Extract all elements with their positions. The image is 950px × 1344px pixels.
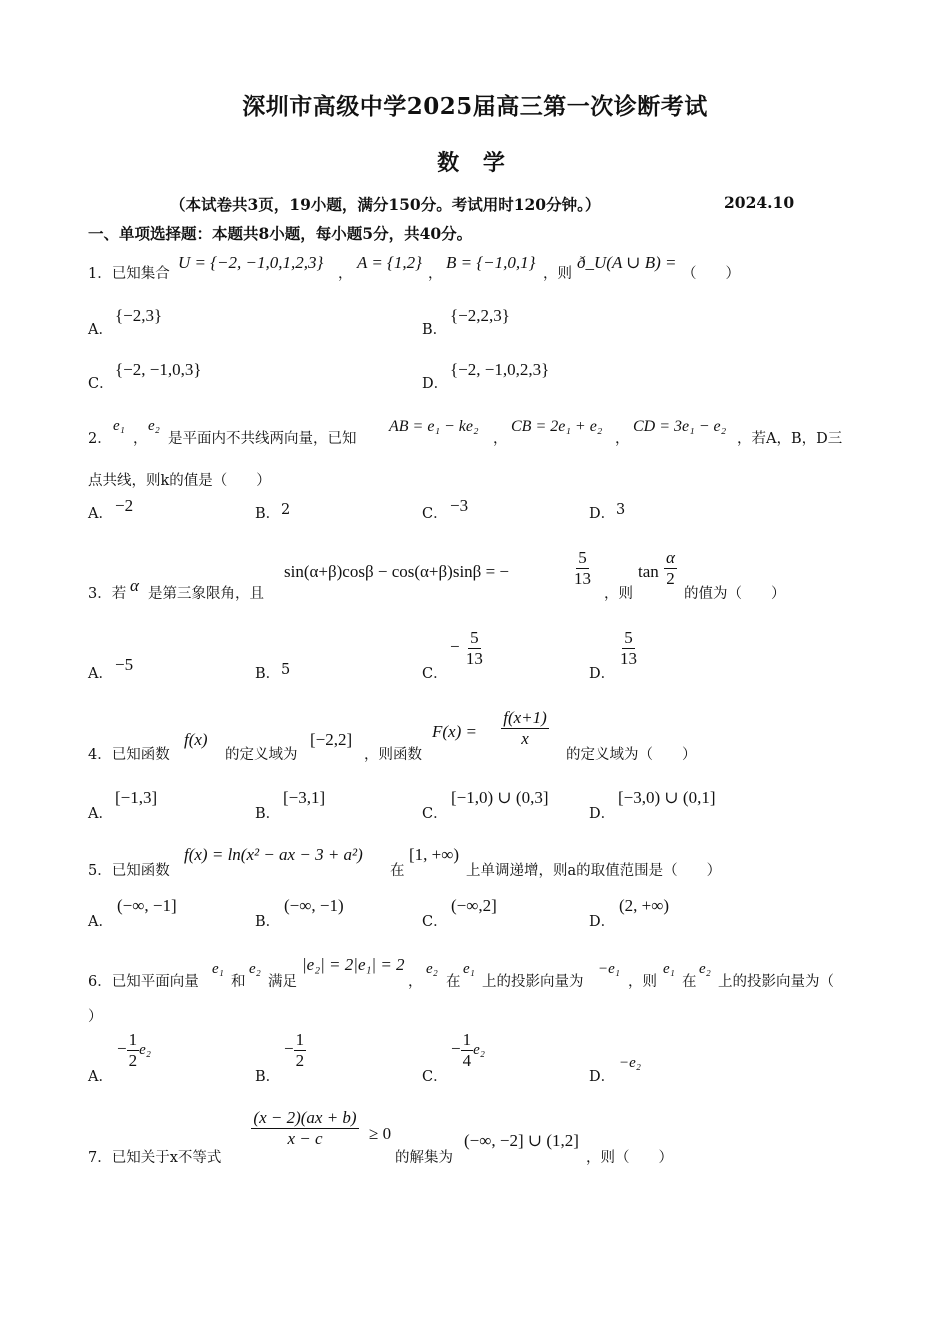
math-e1: e₁ xyxy=(212,961,224,977)
option-label: C． xyxy=(422,1069,448,1085)
option-b-value xyxy=(284,1030,306,1070)
math-e1: e₁ xyxy=(663,961,675,977)
option-b-value: 2 xyxy=(281,502,291,518)
fraction-numerator: α xyxy=(666,548,675,567)
question-text: 的解集为 xyxy=(395,1150,453,1166)
separator: ， xyxy=(615,431,630,447)
option-b-value: (−∞, −1) xyxy=(284,896,344,915)
fraction-numerator: 1 xyxy=(462,1030,472,1049)
math-e2: e₂ xyxy=(148,418,160,434)
question-text: 已知函数 xyxy=(111,863,170,879)
separator: ， xyxy=(493,431,508,447)
question-5-lead xyxy=(88,859,170,880)
math-e2: e₂ xyxy=(249,961,261,977)
question-4-lead xyxy=(88,743,170,764)
option-label: D． xyxy=(589,1069,616,1085)
fraction-numerator: (x − 2)(ax + b) xyxy=(253,1108,357,1127)
question-text: 已知集合 xyxy=(111,266,170,282)
minus-sign: − xyxy=(284,1038,294,1058)
math-function: f(x) = ln(x² − ax − 3 + a²) xyxy=(184,845,363,864)
option-b-value: {−2,2,3} xyxy=(450,306,510,325)
question-number: 4． xyxy=(88,747,112,763)
option-label: A． xyxy=(88,1069,113,1085)
math-inequality xyxy=(244,1108,366,1148)
question-text: 在 xyxy=(390,863,405,879)
option-label: D． xyxy=(589,666,616,682)
minus-sign: − xyxy=(117,1038,127,1058)
fraction-denominator: x xyxy=(521,728,529,748)
math-cb: CB = 2e₁ + e₂ xyxy=(511,418,603,435)
option-d-value: 3 xyxy=(616,502,626,518)
option-a-value: [−1,3] xyxy=(115,788,158,807)
question-number: 2． xyxy=(88,431,112,447)
option-label: D． xyxy=(589,806,616,822)
question-text: 在 xyxy=(446,974,461,990)
question-text: 点共线，则k的值是（ ） xyxy=(88,473,271,489)
option-label: D． xyxy=(589,914,616,930)
option-c-value: (−∞,2] xyxy=(451,896,497,915)
option-label: B． xyxy=(255,506,281,522)
option-c-value xyxy=(451,1030,485,1070)
fraction-denominator: 2 xyxy=(128,1050,138,1070)
question-text: 的定义域为 xyxy=(225,747,298,763)
question-text: 上的投影向量为（ xyxy=(718,974,834,990)
question-text: ，若A，B，D三 xyxy=(737,431,843,447)
math-complement: ð_U(A ∪ B) = xyxy=(577,253,677,272)
option-label: C． xyxy=(422,666,448,682)
option-label: A． xyxy=(88,506,113,522)
option-a-value: (−∞, −1] xyxy=(117,896,177,915)
fraction-numerator: 1 xyxy=(128,1030,138,1049)
question-text: 已知关于x不等式 xyxy=(111,1150,222,1166)
question-text: 上的投影向量为 xyxy=(482,974,584,990)
option-c-value: −3 xyxy=(450,496,469,515)
math-e2: e₂ xyxy=(699,961,711,977)
fraction-denominator: 4 xyxy=(462,1050,472,1070)
question-text: 是第三象限角，且 xyxy=(148,586,264,602)
option-label: A． xyxy=(88,322,113,338)
separator: ， xyxy=(133,431,148,447)
question-text: ） xyxy=(88,1009,103,1025)
math-fx: f(x) xyxy=(184,730,208,749)
math-e1: e₁ xyxy=(463,961,475,977)
question-6-lead xyxy=(88,970,199,991)
question-text: ，则 xyxy=(543,266,572,282)
option-label: B． xyxy=(255,1069,281,1085)
math-cd: CD = 3e₁ − e₂ xyxy=(633,418,727,435)
option-b-value: 5 xyxy=(281,662,291,678)
question-text: 和 xyxy=(231,974,246,990)
option-label: D． xyxy=(589,506,616,522)
question-text: 若 xyxy=(111,586,127,602)
minus-sign: − xyxy=(451,1038,461,1058)
subject-title: 数 学 xyxy=(437,150,513,176)
math-set-b: B = {−1,0,1} xyxy=(446,253,536,272)
question-text: ，则函数 xyxy=(364,747,422,763)
separator: ， xyxy=(428,266,443,282)
option-c-value: [−1,0) ∪ (0,3] xyxy=(451,788,549,807)
option-label: B． xyxy=(255,666,281,682)
separator: ， xyxy=(338,266,353,282)
math-e1: e₁ xyxy=(113,418,125,434)
fraction-denominator: 2 xyxy=(295,1050,305,1070)
option-label: A． xyxy=(88,914,113,930)
math-Fx: F(x) = xyxy=(432,722,477,741)
option-label: B． xyxy=(422,322,448,338)
fraction-denominator: 2 xyxy=(666,568,675,588)
math-e2: e₂ xyxy=(426,961,438,977)
answer-paren: （ ） xyxy=(682,266,740,282)
math-ab: AB = e₁ − ke₂ xyxy=(389,418,479,435)
math-fraction xyxy=(492,708,558,748)
vector-e2: e₂ xyxy=(139,1041,151,1058)
vector-e2: e₂ xyxy=(473,1041,485,1058)
separator: ， xyxy=(408,974,423,990)
fraction-numerator: 5 xyxy=(624,628,633,647)
option-label: B． xyxy=(255,914,281,930)
math-norm: |e₂| = 2|e₁| = 2 xyxy=(302,955,405,974)
math-half-alpha xyxy=(664,548,677,588)
math-neg-e1: −e₁ xyxy=(598,961,620,977)
fraction-denominator: 13 xyxy=(574,568,591,588)
option-a-value: {−2,3} xyxy=(115,306,163,325)
math-geq-zero: ≥ 0 xyxy=(369,1124,392,1143)
math-domain: [−2,2] xyxy=(310,730,353,749)
fraction-numerator: 5 xyxy=(470,628,479,647)
math-interval: [1, +∞) xyxy=(409,845,460,864)
question-text: 的值为（ ） xyxy=(684,586,786,602)
option-d-value: [−3,0) ∪ (0,1] xyxy=(618,788,716,807)
option-a-value: −2 xyxy=(115,496,134,515)
fraction-denominator: 13 xyxy=(620,648,637,668)
option-label: C． xyxy=(422,506,448,522)
math-solution-set: (−∞, −2] ∪ (1,2] xyxy=(464,1131,579,1150)
option-a-value: −5 xyxy=(115,655,134,674)
fraction-denominator: x − c xyxy=(287,1128,323,1148)
question-text: 上单调递增，则a的取值范围是（ ） xyxy=(466,863,722,879)
math-tan: tan xyxy=(638,562,659,581)
math-fraction xyxy=(572,548,593,588)
question-number: 5． xyxy=(88,863,112,879)
option-b-value: [−3,1] xyxy=(283,788,326,807)
minus-sign: − xyxy=(450,636,460,656)
question-1 xyxy=(88,262,170,283)
fraction-numerator: 1 xyxy=(295,1030,305,1049)
option-label: C． xyxy=(88,376,114,392)
option-c-value xyxy=(450,628,485,668)
question-number: 7． xyxy=(88,1150,112,1166)
option-label: A． xyxy=(88,806,113,822)
question-number: 1． xyxy=(88,266,112,282)
fraction-numerator: 5 xyxy=(578,548,587,567)
fraction-denominator: 13 xyxy=(465,648,483,668)
question-3-lead xyxy=(88,582,126,603)
question-text: 在 xyxy=(682,974,697,990)
option-c-value: {−2, −1,0,3} xyxy=(115,360,202,379)
question-text: ，则 xyxy=(604,586,633,602)
question-number: 6． xyxy=(88,974,112,990)
exam-title: 深圳市高级中学2025届高三第一次诊断考试 xyxy=(242,93,708,120)
option-a-value xyxy=(117,1030,151,1070)
math-set-u: U = {−2, −1,0,1,2,3} xyxy=(178,253,324,272)
question-text: ，则 xyxy=(628,974,657,990)
question-text: 已知函数 xyxy=(111,747,170,763)
question-number: 3． xyxy=(88,586,112,602)
section-heading: 一、单项选择题：本题共8小题，每小题5分，共40分。 xyxy=(88,224,473,243)
fraction-numerator: f(x+1) xyxy=(503,708,547,727)
question-text: 已知平面向量 xyxy=(111,974,199,990)
question-text: 的定义域为（ ） xyxy=(566,747,697,763)
math-equation: sin(α+β)cosβ − cos(α+β)sinβ = − xyxy=(284,562,509,581)
math-set-a: A = {1,2} xyxy=(357,253,422,272)
option-label: D． xyxy=(422,376,449,392)
question-text: ，则（ ） xyxy=(586,1150,673,1166)
question-text: 是平面内不共线两向量，已知 xyxy=(168,431,357,447)
question-text: 满足 xyxy=(268,974,297,990)
option-d-value: {−2, −1,0,2,3} xyxy=(450,360,550,379)
question-7-lead xyxy=(88,1146,221,1167)
exam-date: 2024.10 xyxy=(724,193,795,212)
exam-info: （本试卷共3页，19小题，满分150分。考试用时120分钟。） xyxy=(170,195,601,214)
option-d-value: (2, +∞) xyxy=(619,896,670,915)
math-alpha: α xyxy=(130,576,139,595)
option-d-value xyxy=(618,628,639,668)
option-label: C． xyxy=(422,914,448,930)
option-label: C． xyxy=(422,806,448,822)
option-label: A． xyxy=(88,666,113,682)
option-d-value: −e₂ xyxy=(619,1055,641,1071)
option-label: B． xyxy=(255,806,281,822)
